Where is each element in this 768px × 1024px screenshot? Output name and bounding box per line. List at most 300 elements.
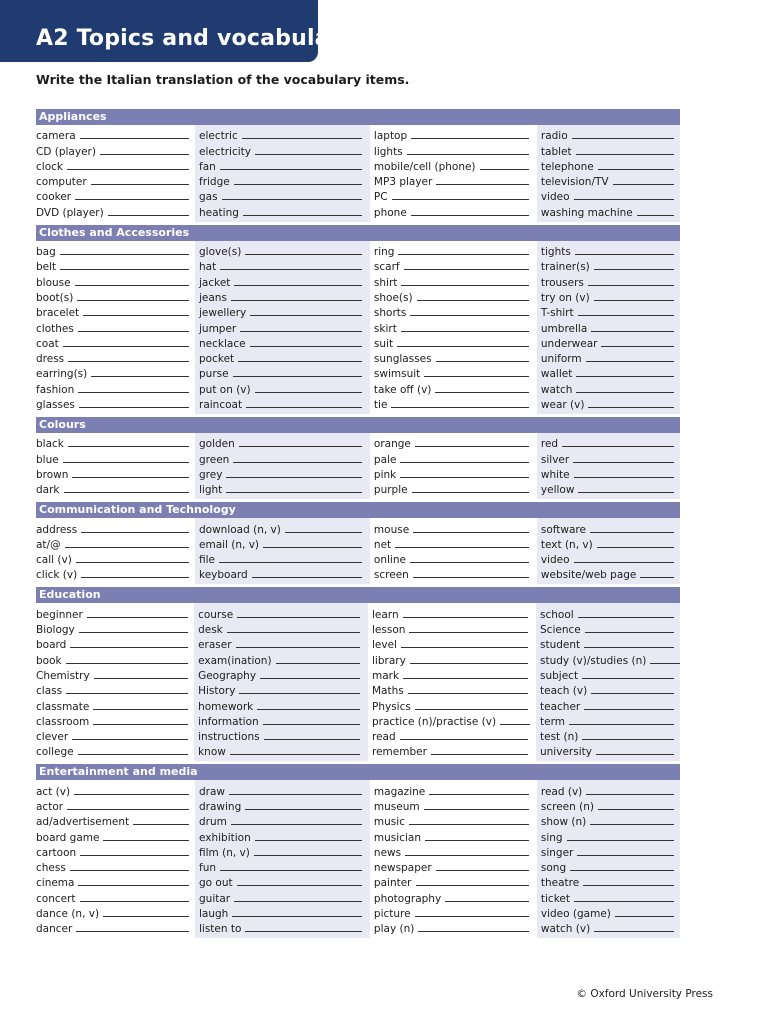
vocab-column: [36, 125, 195, 222]
answer-line[interactable]: [582, 739, 674, 740]
answer-line[interactable]: [411, 215, 529, 216]
vocab-item: [36, 536, 195, 551]
answer-line[interactable]: [234, 184, 362, 185]
answer-line[interactable]: [569, 724, 674, 725]
answer-line[interactable]: [70, 870, 189, 871]
vocab-item: [540, 728, 680, 743]
vocab-item: [198, 667, 368, 682]
vocab-item: [199, 536, 370, 551]
answer-line[interactable]: [407, 154, 529, 155]
vocab-item: [36, 621, 194, 636]
answer-line[interactable]: [397, 346, 529, 347]
answer-line[interactable]: [233, 376, 362, 377]
answer-line[interactable]: [240, 331, 362, 332]
answer-line[interactable]: [254, 855, 362, 856]
vocab-item: [374, 365, 537, 380]
answer-line[interactable]: [395, 547, 529, 548]
answer-line[interactable]: [615, 916, 674, 917]
vocab-item: [36, 713, 194, 728]
vocab-item: [374, 874, 537, 889]
answer-line[interactable]: [237, 617, 360, 618]
answer-line[interactable]: [263, 547, 362, 548]
answer-line[interactable]: [87, 617, 188, 618]
answer-line[interactable]: [67, 169, 189, 170]
vocab-item: [199, 319, 370, 334]
answer-line[interactable]: [263, 724, 360, 725]
section-body: [36, 125, 680, 222]
answer-line[interactable]: [409, 632, 528, 633]
vocab-item: [541, 450, 680, 465]
answer-line[interactable]: [226, 477, 361, 478]
vocab-item: [36, 828, 195, 843]
answer-line[interactable]: [234, 901, 362, 902]
answer-line[interactable]: [255, 392, 362, 393]
vocab-word: Maths: [372, 685, 404, 698]
vocab-word: concert: [36, 892, 76, 905]
answer-line[interactable]: [400, 462, 528, 463]
answer-line[interactable]: [260, 678, 360, 679]
answer-line[interactable]: [250, 346, 362, 347]
vocab-word: Physics: [372, 700, 411, 713]
vocab-item: [199, 127, 370, 142]
answer-line[interactable]: [598, 809, 674, 810]
answer-line[interactable]: [576, 376, 674, 377]
answer-line[interactable]: [586, 794, 674, 795]
vocab-item: [541, 243, 680, 258]
vocab-column: [195, 241, 370, 414]
answer-line[interactable]: [220, 870, 362, 871]
answer-line[interactable]: [408, 693, 528, 694]
vocab-column: [537, 241, 680, 414]
vocab-item: [374, 450, 537, 465]
answer-line[interactable]: [398, 254, 528, 255]
answer-line[interactable]: [229, 794, 362, 795]
vocab-word: watch (v): [540, 923, 591, 936]
answer-line[interactable]: [66, 663, 188, 664]
vocab-word: listen to: [199, 923, 242, 936]
vocab-column: [370, 518, 537, 584]
answer-line[interactable]: [250, 315, 362, 316]
answer-line[interactable]: [412, 492, 529, 493]
answer-line[interactable]: [601, 346, 674, 347]
answer-line[interactable]: [594, 300, 674, 301]
answer-line[interactable]: [72, 739, 188, 740]
answer-line[interactable]: [76, 931, 189, 932]
vocab-item: [199, 481, 370, 496]
answer-line[interactable]: [562, 446, 674, 447]
answer-line[interactable]: [78, 392, 189, 393]
answer-line[interactable]: [404, 269, 529, 270]
vocab-word: silver: [540, 453, 570, 466]
answer-line[interactable]: [436, 184, 529, 185]
vocab-item: [199, 859, 370, 874]
vocab-item: [199, 920, 370, 935]
vocab-word: Geography: [198, 669, 257, 682]
answer-line[interactable]: [591, 693, 674, 694]
answer-line[interactable]: [79, 632, 188, 633]
answer-line[interactable]: [239, 693, 360, 694]
answer-line[interactable]: [220, 269, 362, 270]
answer-line[interactable]: [257, 709, 360, 710]
vocab-word: glove(s): [199, 246, 242, 259]
answer-line[interactable]: [70, 647, 188, 648]
answer-line[interactable]: [285, 532, 362, 533]
answer-line[interactable]: [573, 462, 674, 463]
vocab-item: [541, 874, 680, 889]
answer-line[interactable]: [578, 315, 674, 316]
answer-line[interactable]: [81, 577, 189, 578]
answer-line[interactable]: [574, 477, 674, 478]
answer-line[interactable]: [596, 754, 674, 755]
answer-line[interactable]: [80, 138, 189, 139]
vocab-item: [199, 203, 370, 218]
answer-line[interactable]: [94, 678, 188, 679]
answer-line[interactable]: [480, 169, 529, 170]
vocab-word: Chemistry: [36, 669, 90, 682]
answer-line[interactable]: [577, 855, 674, 856]
answer-line[interactable]: [79, 407, 189, 408]
answer-line[interactable]: [582, 678, 674, 679]
answer-line[interactable]: [410, 315, 529, 316]
vocab-word: dancer: [36, 923, 73, 936]
answer-line[interactable]: [410, 663, 528, 664]
vocab-word: mouse: [373, 523, 410, 536]
answer-line[interactable]: [252, 577, 362, 578]
answer-line[interactable]: [67, 809, 189, 810]
answer-line[interactable]: [233, 462, 362, 463]
vocab-word: tights: [540, 246, 571, 259]
answer-line[interactable]: [133, 824, 189, 825]
vocab-column: [194, 603, 368, 761]
vocab-word: chess: [36, 862, 66, 875]
answer-line[interactable]: [431, 754, 528, 755]
answer-line[interactable]: [392, 199, 529, 200]
vocab-item: [374, 319, 537, 334]
answer-line[interactable]: [63, 462, 189, 463]
vocab-word: fan: [199, 160, 216, 173]
vocab-word: text (n, v): [540, 538, 593, 551]
answer-line[interactable]: [234, 285, 362, 286]
answer-line[interactable]: [400, 739, 528, 740]
vocab-item: [372, 636, 536, 651]
answer-line[interactable]: [425, 840, 529, 841]
answer-line[interactable]: [68, 361, 189, 362]
answer-line[interactable]: [584, 647, 674, 648]
answer-line[interactable]: [238, 361, 362, 362]
answer-line[interactable]: [222, 199, 362, 200]
answer-line[interactable]: [413, 577, 529, 578]
answer-line[interactable]: [65, 547, 189, 548]
answer-line[interactable]: [75, 199, 189, 200]
vocab-item: [541, 859, 680, 874]
answer-line[interactable]: [584, 709, 674, 710]
vocab-word: video (game): [540, 908, 611, 921]
vocab-item: [199, 828, 370, 843]
vocab-word: camera: [36, 130, 76, 143]
vocab-item: [36, 450, 195, 465]
answer-line[interactable]: [245, 809, 362, 810]
vocab-word: PC: [373, 191, 388, 204]
answer-line[interactable]: [429, 794, 529, 795]
vocab-word: news: [373, 846, 402, 859]
vocab-word: trousers: [540, 276, 584, 289]
answer-line[interactable]: [245, 931, 362, 932]
vocab-word: pink: [373, 468, 397, 481]
vocab-word: sing: [540, 831, 563, 844]
answer-line[interactable]: [588, 407, 674, 408]
vocab-word: orange: [373, 438, 411, 451]
vocab-word: yellow: [540, 484, 575, 497]
answer-line[interactable]: [239, 446, 362, 447]
answer-line[interactable]: [60, 254, 189, 255]
answer-line[interactable]: [401, 331, 529, 332]
section-header: Education: [36, 587, 680, 603]
answer-line[interactable]: [598, 169, 674, 170]
vocab-item: [199, 813, 370, 828]
answer-line[interactable]: [78, 754, 188, 755]
answer-line[interactable]: [103, 840, 189, 841]
answer-line[interactable]: [255, 840, 362, 841]
answer-line[interactable]: [391, 407, 528, 408]
answer-line[interactable]: [78, 885, 189, 886]
vocab-section: [36, 502, 680, 584]
answer-line[interactable]: [77, 300, 189, 301]
answer-line[interactable]: [613, 184, 674, 185]
answer-line[interactable]: [91, 376, 189, 377]
answer-line[interactable]: [597, 547, 674, 548]
answer-line[interactable]: [66, 693, 188, 694]
vocab-item: [374, 304, 537, 319]
vocab-item: [36, 813, 195, 828]
vocab-item: [541, 304, 680, 319]
vocab-word: telephone: [540, 160, 594, 173]
answer-line[interactable]: [583, 885, 674, 886]
vocab-item: [541, 551, 680, 566]
vocab-item: [374, 435, 537, 450]
answer-line[interactable]: [93, 724, 188, 725]
answer-line[interactable]: [591, 331, 674, 332]
answer-line[interactable]: [72, 477, 189, 478]
section-body: [36, 433, 680, 499]
answer-line[interactable]: [594, 269, 674, 270]
answer-line[interactable]: [78, 331, 189, 332]
answer-line[interactable]: [231, 300, 362, 301]
answer-line[interactable]: [227, 632, 360, 633]
vocab-word: read (v): [540, 785, 583, 798]
answer-line[interactable]: [246, 407, 362, 408]
answer-line[interactable]: [103, 916, 189, 917]
answer-line[interactable]: [574, 199, 674, 200]
vocab-section: [36, 225, 680, 414]
answer-line[interactable]: [255, 154, 362, 155]
answer-line[interactable]: [68, 446, 189, 447]
answer-line[interactable]: [400, 477, 529, 478]
answer-line[interactable]: [590, 824, 674, 825]
vocab-word: purple: [373, 484, 408, 497]
vocab-item: [36, 920, 195, 935]
vocab-column: [537, 518, 680, 584]
vocab-word: pale: [373, 453, 397, 466]
answer-line[interactable]: [405, 855, 529, 856]
vocab-item: [36, 551, 195, 566]
answer-line[interactable]: [572, 138, 674, 139]
answer-line[interactable]: [417, 300, 529, 301]
vocab-item: [374, 466, 537, 481]
answer-line[interactable]: [220, 169, 362, 170]
vocab-item: [199, 435, 370, 450]
answer-line[interactable]: [435, 392, 529, 393]
answer-line[interactable]: [578, 617, 674, 618]
answer-line[interactable]: [650, 663, 680, 664]
vocab-word: beginner: [36, 608, 83, 621]
vocab-item: [374, 905, 537, 920]
vocab-word: level: [372, 639, 397, 652]
answer-line[interactable]: [60, 269, 189, 270]
answer-line[interactable]: [403, 678, 528, 679]
vocab-word: suit: [373, 337, 394, 350]
vocab-word: subject: [540, 669, 579, 682]
answer-line[interactable]: [436, 870, 529, 871]
vocab-item: [540, 651, 680, 666]
answer-line[interactable]: [424, 809, 529, 810]
vocab-column: [195, 780, 370, 938]
answer-line[interactable]: [570, 870, 674, 871]
answer-line[interactable]: [100, 154, 189, 155]
vocab-item: [374, 335, 537, 350]
vocab-word: address: [36, 523, 78, 536]
vocab-item: [540, 636, 680, 651]
answer-line[interactable]: [574, 901, 674, 902]
vocab-item: [199, 273, 370, 288]
vocab-item: [36, 289, 195, 304]
answer-line[interactable]: [232, 916, 362, 917]
vocab-word: board game: [36, 831, 100, 844]
answer-line[interactable]: [63, 346, 189, 347]
answer-line[interactable]: [576, 392, 674, 393]
vocab-item: [374, 828, 537, 843]
answer-line[interactable]: [500, 724, 530, 725]
answer-line[interactable]: [586, 361, 674, 362]
answer-line[interactable]: [76, 562, 189, 563]
answer-line[interactable]: [242, 138, 362, 139]
answer-line[interactable]: [243, 215, 362, 216]
answer-line[interactable]: [80, 901, 189, 902]
answer-line[interactable]: [574, 562, 674, 563]
answer-line[interactable]: [588, 285, 674, 286]
answer-line[interactable]: [230, 754, 360, 755]
answer-line[interactable]: [415, 709, 528, 710]
vocab-item: [36, 874, 195, 889]
answer-line[interactable]: [236, 647, 360, 648]
vocab-item: [36, 605, 194, 620]
answer-line[interactable]: [91, 184, 189, 185]
answer-line[interactable]: [74, 794, 189, 795]
answer-line[interactable]: [80, 855, 189, 856]
vocab-item: [198, 682, 368, 697]
answer-line[interactable]: [264, 739, 360, 740]
vocab-item: [36, 396, 195, 411]
answer-line[interactable]: [578, 492, 674, 493]
vocab-item: [372, 682, 536, 697]
vocab-word: mark: [372, 669, 400, 682]
answer-line[interactable]: [640, 577, 674, 578]
answer-line[interactable]: [594, 931, 674, 932]
answer-line[interactable]: [575, 254, 674, 255]
vocab-item: [36, 859, 195, 874]
answer-line[interactable]: [590, 532, 674, 533]
answer-line[interactable]: [219, 562, 362, 563]
vocab-item: [540, 713, 680, 728]
vocab-word: show (n): [540, 816, 587, 829]
answer-line[interactable]: [413, 532, 529, 533]
answer-line[interactable]: [585, 632, 674, 633]
answer-line[interactable]: [93, 709, 188, 710]
vocab-word: fashion: [36, 383, 75, 396]
vocab-item: [198, 651, 368, 666]
vocab-item: [36, 636, 194, 651]
answer-line[interactable]: [424, 376, 529, 377]
vocab-word: dress: [36, 353, 65, 366]
vocab-word: necklace: [199, 337, 246, 350]
answer-line[interactable]: [83, 315, 189, 316]
answer-line[interactable]: [576, 154, 674, 155]
answer-line[interactable]: [415, 446, 529, 447]
answer-line[interactable]: [409, 824, 529, 825]
vocab-word: picture: [373, 908, 411, 921]
answer-line[interactable]: [245, 254, 362, 255]
vocab-item: [374, 813, 537, 828]
answer-line[interactable]: [75, 285, 189, 286]
vocab-item: [372, 605, 536, 620]
vocab-word: dark: [36, 484, 60, 497]
answer-line[interactable]: [567, 840, 674, 841]
answer-line[interactable]: [231, 824, 362, 825]
answer-line[interactable]: [416, 885, 529, 886]
vocab-word: download (n, v): [199, 523, 281, 536]
answer-line[interactable]: [445, 901, 529, 902]
vocab-item: [36, 697, 194, 712]
vocab-column: [537, 125, 680, 222]
vocab-word: boot(s): [36, 291, 74, 304]
vocab-item: [36, 481, 195, 496]
answer-line[interactable]: [276, 663, 360, 664]
answer-line[interactable]: [108, 215, 189, 216]
answer-line[interactable]: [436, 361, 529, 362]
vocab-word: heating: [199, 206, 239, 219]
answer-line[interactable]: [237, 885, 362, 886]
vocab-word: homework: [198, 700, 254, 713]
vocab-word: student: [540, 639, 581, 652]
answer-line[interactable]: [81, 532, 189, 533]
answer-line[interactable]: [403, 617, 528, 618]
vocab-word: blue: [36, 453, 59, 466]
answer-line[interactable]: [637, 215, 674, 216]
answer-line[interactable]: [411, 138, 529, 139]
answer-line[interactable]: [418, 931, 529, 932]
vocab-word: cartoon: [36, 846, 77, 859]
answer-line[interactable]: [226, 492, 362, 493]
answer-line[interactable]: [64, 492, 190, 493]
answer-line[interactable]: [415, 916, 529, 917]
answer-line[interactable]: [401, 647, 528, 648]
answer-line[interactable]: [401, 285, 528, 286]
vocab-item: [36, 743, 194, 758]
section-body: [36, 780, 680, 938]
vocab-item: [199, 158, 370, 173]
vocab-word: clever: [36, 731, 69, 744]
answer-line[interactable]: [410, 562, 529, 563]
vocab-item: [199, 380, 370, 395]
